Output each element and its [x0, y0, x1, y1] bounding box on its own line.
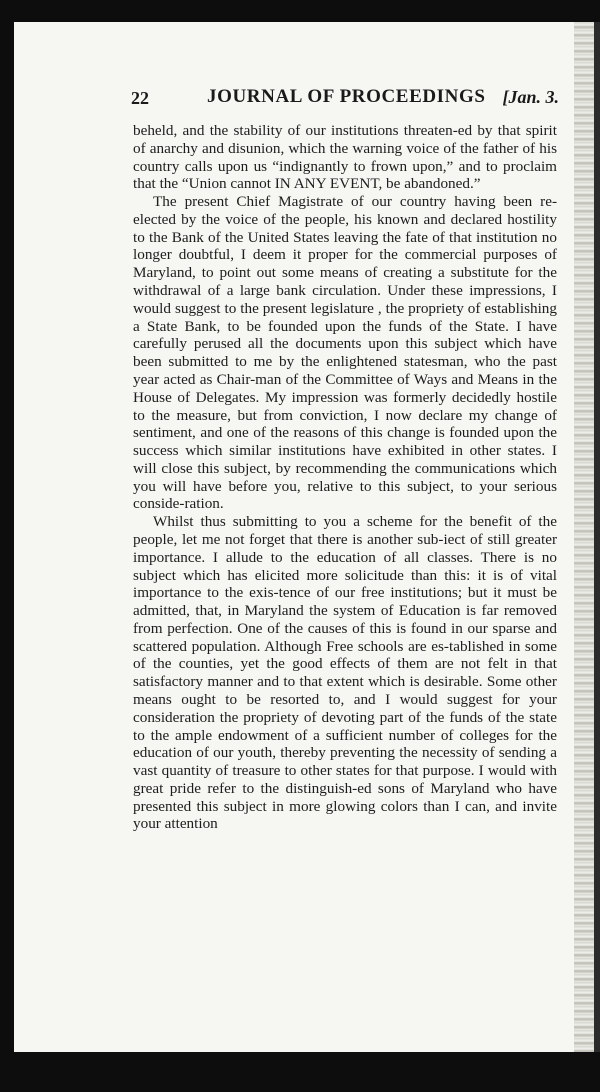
page-edge	[574, 22, 600, 1054]
scan-border-top	[0, 0, 600, 24]
book-spine	[594, 22, 600, 1054]
body-text	[133, 122, 557, 833]
running-title: JOURNAL OF PROCEEDINGS	[207, 86, 486, 107]
page-number: 22	[131, 88, 149, 108]
header-date: [Jan. 3.	[502, 87, 559, 107]
paragraph: beheld, and the stability of our institutions threaten-ed by that spirit of anarchy and disunion, which the warning voice of the father of his country calls upon us “indignantly to frown upon,” and to proclaim that the “Union cannot IN ANY EVENT, be abandoned.”	[133, 122, 557, 193]
scan-border-bottom	[0, 1052, 600, 1092]
page-header	[131, 86, 559, 112]
paragraph: The present Chief Magistrate of our country having been re-elected by the voice of the people, his known and declared hostility to the Bank of the United States leaving the fate of that institution no longer doubtful, I deem it proper for the commercial purposes of Maryland, to point out some means of creating a substitute for the withdrawal of a large bank circulation. Under these impressions, I would suggest to the present legislature , the propriety of establishing a State Bank, to be founded upon the funds of the State. I have carefully perused all the documents upon this subject which have been submitted to me by the enlightened statesman, who the past year acted as Chair-man of the Committee of Ways and Means in the House of Delegates. My impression was formerly decidedly hostile to the measure, but from conviction, I now declare my change of sentiment, and one of the reasons of this change is founded upon the success which similar institutions have exhibited in other states. I will close this subject, by recommending the communications which you will have before you, relative to this subject, to your serious conside-ration.	[133, 193, 557, 513]
scan-border-left	[0, 0, 14, 1092]
paragraph: Whilst thus submitting to you a scheme for the benefit of the people, let me not forget that there is another sub-iect of still greater importance. I allude to the education of all classes. There is no subject which has elicited more solicitude than this: it is of vital importance to the exis-tence of our free institutions; but it must be admitted, that, in Maryland the system of Education is far removed from perfection. One of the causes of this is found in our sparse and scattered population. Although Free schools are es-tablished in some of the counties, yet the good effects of them are not felt in that satisfactory manner and to that extent which is desirable. Some other means ought to be resorted to, and I would suggest for your consideration the propriety of devoting part of the funds of the state to the ample endowment of a sufficient number of colleges for the education of our youth, thereby preventing the necessity of sending a vast quantity of treasure to other states for that purpose. I would with great pride refer to the distinguish-ed sons of Maryland who have presented this subject in more glowing colors than I can, and invite your attention	[133, 513, 557, 833]
